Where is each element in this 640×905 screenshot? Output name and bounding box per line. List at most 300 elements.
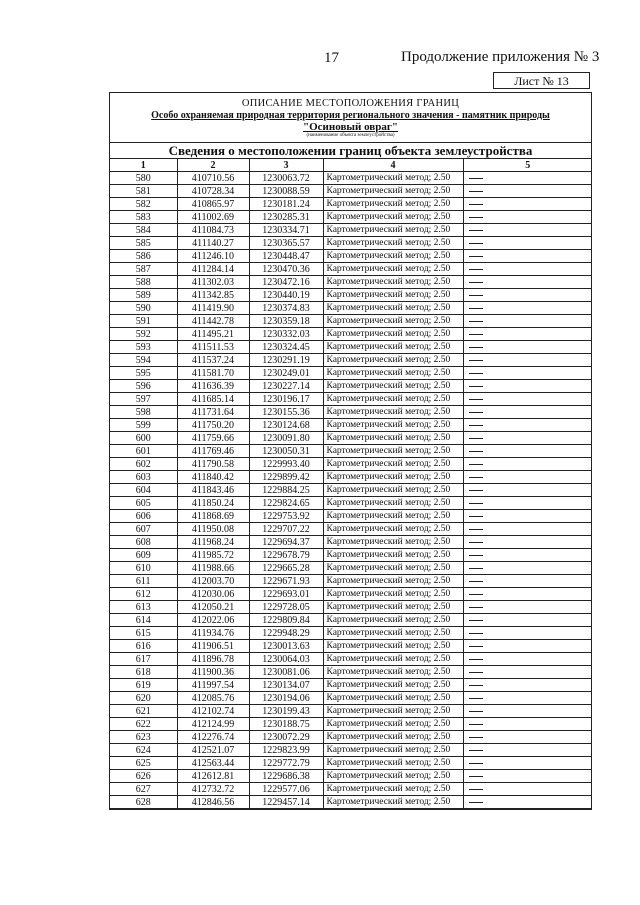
dash-mark — [469, 360, 483, 361]
dash-mark — [469, 334, 483, 335]
coordinate-y: 1230124.68 — [249, 419, 323, 432]
description-cell — [463, 406, 592, 419]
column-header: 2 — [177, 159, 249, 172]
method-cell: Картометрический метод; 2.50 — [323, 640, 463, 653]
dash-mark — [469, 191, 483, 192]
coordinate-x: 411442.78 — [177, 315, 249, 328]
coordinate-x: 412732.72 — [177, 783, 249, 796]
dash-mark — [469, 685, 483, 686]
table-row — [110, 679, 592, 692]
description-cell — [463, 172, 592, 185]
description-cell — [463, 614, 592, 627]
description-cell — [463, 744, 592, 757]
description-cell — [463, 185, 592, 198]
dash-mark — [469, 581, 483, 582]
coordinate-y: 1229824.65 — [249, 497, 323, 510]
description-cell — [463, 575, 592, 588]
table-row — [110, 523, 592, 536]
point-number: 595 — [110, 367, 177, 380]
description-cell — [463, 419, 592, 432]
coordinate-y: 1230196.17 — [249, 393, 323, 406]
coordinate-x: 411850.24 — [177, 497, 249, 510]
table-row — [110, 575, 592, 588]
table-row — [110, 315, 592, 328]
table-row — [110, 640, 592, 653]
point-number: 614 — [110, 614, 177, 627]
description-cell — [463, 432, 592, 445]
dash-mark — [469, 412, 483, 413]
coordinate-x: 411759.66 — [177, 432, 249, 445]
point-number: 596 — [110, 380, 177, 393]
description-cell — [463, 653, 592, 666]
dash-mark — [469, 607, 483, 608]
method-cell: Картометрический метод; 2.50 — [323, 497, 463, 510]
coordinate-x: 410865.97 — [177, 198, 249, 211]
method-cell: Картометрический метод; 2.50 — [323, 601, 463, 614]
dash-mark — [469, 477, 483, 478]
coordinate-y: 1230050.31 — [249, 445, 323, 458]
method-cell: Картометрический метод; 2.50 — [323, 237, 463, 250]
document-frame — [109, 92, 592, 810]
dash-mark — [469, 399, 483, 400]
dash-mark — [469, 490, 483, 491]
table-row — [110, 432, 592, 445]
description-cell — [463, 263, 592, 276]
method-cell: Картометрический метод; 2.50 — [323, 536, 463, 549]
description-cell — [463, 328, 592, 341]
method-cell: Картометрический метод; 2.50 — [323, 276, 463, 289]
description-cell — [463, 354, 592, 367]
point-number: 623 — [110, 731, 177, 744]
table-row — [110, 289, 592, 302]
table-row — [110, 783, 592, 796]
coordinate-y: 1229671.93 — [249, 575, 323, 588]
table-row — [110, 510, 592, 523]
method-cell: Картометрический метод; 2.50 — [323, 666, 463, 679]
dash-mark — [469, 308, 483, 309]
coordinate-y: 1230199.43 — [249, 705, 323, 718]
point-number: 622 — [110, 718, 177, 731]
dash-mark — [469, 373, 483, 374]
method-cell: Картометрический метод; 2.50 — [323, 406, 463, 419]
method-cell: Картометрический метод; 2.50 — [323, 523, 463, 536]
coordinate-y: 1229993.40 — [249, 458, 323, 471]
point-number: 606 — [110, 510, 177, 523]
coordinate-y: 1230227.14 — [249, 380, 323, 393]
column-header: 5 — [463, 159, 592, 172]
coordinate-y: 1230334.71 — [249, 224, 323, 237]
coordinate-y: 1230249.01 — [249, 367, 323, 380]
point-number: 588 — [110, 276, 177, 289]
description-cell — [463, 250, 592, 263]
description-cell — [463, 523, 592, 536]
method-cell: Картометрический метод; 2.50 — [323, 354, 463, 367]
coordinate-x: 412022.06 — [177, 614, 249, 627]
coordinate-x: 411896.78 — [177, 653, 249, 666]
coordinate-y: 1229707.22 — [249, 523, 323, 536]
dash-mark — [469, 503, 483, 504]
point-number: 586 — [110, 250, 177, 263]
method-cell: Картометрический метод; 2.50 — [323, 588, 463, 601]
point-number: 618 — [110, 666, 177, 679]
dash-mark — [469, 763, 483, 764]
coordinate-x: 411988.66 — [177, 562, 249, 575]
coordinate-x: 411906.51 — [177, 640, 249, 653]
description-cell — [463, 341, 592, 354]
coordinate-y: 1230291.19 — [249, 354, 323, 367]
method-cell: Картометрический метод; 2.50 — [323, 471, 463, 484]
coordinate-x: 411581.70 — [177, 367, 249, 380]
coordinate-y: 1230081.06 — [249, 666, 323, 679]
coordinate-y: 1229686.38 — [249, 770, 323, 783]
coordinate-x: 410710.56 — [177, 172, 249, 185]
coordinate-x: 411537.24 — [177, 354, 249, 367]
description-cell — [463, 562, 592, 575]
method-cell: Картометрический метод; 2.50 — [323, 744, 463, 757]
method-cell: Картометрический метод; 2.50 — [323, 484, 463, 497]
point-number: 585 — [110, 237, 177, 250]
table-row — [110, 731, 592, 744]
coordinate-x: 412563.44 — [177, 757, 249, 770]
coordinate-x: 412003.70 — [177, 575, 249, 588]
table-row — [110, 393, 592, 406]
coordinate-x: 412050.21 — [177, 601, 249, 614]
description-cell — [463, 458, 592, 471]
method-cell: Картометрический метод; 2.50 — [323, 250, 463, 263]
table-row — [110, 757, 592, 770]
table-row — [110, 354, 592, 367]
dash-mark — [469, 282, 483, 283]
description-cell — [463, 237, 592, 250]
description-cell — [463, 367, 592, 380]
method-cell: Картометрический метод; 2.50 — [323, 575, 463, 588]
description-cell — [463, 692, 592, 705]
table-row — [110, 367, 592, 380]
title-block — [110, 93, 591, 143]
coordinate-y: 1230332.03 — [249, 328, 323, 341]
coordinate-x: 411495.21 — [177, 328, 249, 341]
method-cell: Картометрический метод; 2.50 — [323, 679, 463, 692]
point-number: 583 — [110, 211, 177, 224]
coordinate-x: 411284.14 — [177, 263, 249, 276]
coordinate-x: 411769.46 — [177, 445, 249, 458]
description-cell — [463, 211, 592, 224]
column-header: 4 — [323, 159, 463, 172]
method-cell: Картометрический метод; 2.50 — [323, 614, 463, 627]
dash-mark — [469, 464, 483, 465]
point-number: 609 — [110, 549, 177, 562]
coordinate-x: 412521.07 — [177, 744, 249, 757]
coordinate-y: 1229948.29 — [249, 627, 323, 640]
point-number: 592 — [110, 328, 177, 341]
method-cell: Картометрический метод; 2.50 — [323, 731, 463, 744]
table-row — [110, 224, 592, 237]
coordinate-x: 411302.03 — [177, 276, 249, 289]
method-cell: Картометрический метод; 2.50 — [323, 419, 463, 432]
table-row — [110, 484, 592, 497]
description-cell — [463, 640, 592, 653]
table-row — [110, 406, 592, 419]
coordinate-y: 1230365.57 — [249, 237, 323, 250]
method-cell: Картометрический метод; 2.50 — [323, 653, 463, 666]
method-cell: Картометрический метод; 2.50 — [323, 172, 463, 185]
coordinate-y: 1230440.19 — [249, 289, 323, 302]
dash-mark — [469, 347, 483, 348]
coordinate-x: 411731.64 — [177, 406, 249, 419]
method-cell: Картометрический метод; 2.50 — [323, 302, 463, 315]
table-row — [110, 445, 592, 458]
coordinate-y: 1230155.36 — [249, 406, 323, 419]
method-cell: Картометрический метод; 2.50 — [323, 185, 463, 198]
coordinate-x: 412612.81 — [177, 770, 249, 783]
dash-mark — [469, 568, 483, 569]
method-cell: Картометрический метод; 2.50 — [323, 432, 463, 445]
table-row — [110, 211, 592, 224]
coordinate-x: 411968.24 — [177, 536, 249, 549]
description-cell — [463, 380, 592, 393]
description-cell — [463, 796, 592, 809]
table-row — [110, 705, 592, 718]
dash-mark — [469, 178, 483, 179]
table-body — [110, 172, 592, 809]
table-row — [110, 328, 592, 341]
coordinate-y: 1229577.06 — [249, 783, 323, 796]
object-name: "Осиновый овраг" — [303, 121, 398, 133]
coordinate-x: 412846.56 — [177, 796, 249, 809]
method-cell: Картометрический метод; 2.50 — [323, 458, 463, 471]
table-row — [110, 718, 592, 731]
description-cell — [463, 601, 592, 614]
method-cell: Картометрический метод; 2.50 — [323, 692, 463, 705]
dash-mark — [469, 217, 483, 218]
dash-mark — [469, 633, 483, 634]
point-number: 582 — [110, 198, 177, 211]
point-number: 612 — [110, 588, 177, 601]
coordinate-y: 1229809.84 — [249, 614, 323, 627]
coordinate-x: 411002.69 — [177, 211, 249, 224]
method-cell: Картометрический метод; 2.50 — [323, 263, 463, 276]
table-row — [110, 796, 592, 809]
dash-mark — [469, 789, 483, 790]
coordinate-x: 411246.10 — [177, 250, 249, 263]
dash-mark — [469, 438, 483, 439]
table-row — [110, 536, 592, 549]
table-header-row — [110, 159, 592, 172]
method-cell: Картометрический метод; 2.50 — [323, 796, 463, 809]
point-number: 598 — [110, 406, 177, 419]
point-number: 627 — [110, 783, 177, 796]
point-number: 597 — [110, 393, 177, 406]
coordinate-y: 1230091.80 — [249, 432, 323, 445]
coordinate-x: 412276.74 — [177, 731, 249, 744]
point-number: 613 — [110, 601, 177, 614]
coordinate-y: 1230063.72 — [249, 172, 323, 185]
dash-mark — [469, 425, 483, 426]
dash-mark — [469, 776, 483, 777]
coordinate-x: 411790.58 — [177, 458, 249, 471]
table-row — [110, 562, 592, 575]
column-header: 1 — [110, 159, 177, 172]
coordinate-x: 411140.27 — [177, 237, 249, 250]
method-cell: Картометрический метод; 2.50 — [323, 627, 463, 640]
coordinate-y: 1229693.01 — [249, 588, 323, 601]
coordinate-y: 1229772.79 — [249, 757, 323, 770]
coordinate-y: 1230188.75 — [249, 718, 323, 731]
table-row — [110, 380, 592, 393]
coordinate-y: 1229678.79 — [249, 549, 323, 562]
description-cell — [463, 393, 592, 406]
point-number: 593 — [110, 341, 177, 354]
territory-type: Особо охраняемая природная территория регионального значения - памятник природы — [151, 110, 550, 121]
coordinate-y: 1230324.45 — [249, 341, 323, 354]
document-title: ОПИСАНИЕ МЕСТОПОЛОЖЕНИЯ ГРАНИЦ — [241, 98, 460, 109]
method-cell: Картометрический метод; 2.50 — [323, 341, 463, 354]
coordinate-x: 411900.36 — [177, 666, 249, 679]
dash-mark — [469, 542, 483, 543]
table-row — [110, 549, 592, 562]
table-row — [110, 263, 592, 276]
description-cell — [463, 302, 592, 315]
dash-mark — [469, 516, 483, 517]
table-row — [110, 276, 592, 289]
table-row — [110, 588, 592, 601]
method-cell: Картометрический метод; 2.50 — [323, 757, 463, 770]
dash-mark — [469, 711, 483, 712]
coordinate-y: 1229694.37 — [249, 536, 323, 549]
dash-mark — [469, 750, 483, 751]
point-number: 621 — [110, 705, 177, 718]
dash-mark — [469, 269, 483, 270]
coordinate-x: 411342.85 — [177, 289, 249, 302]
dash-mark — [469, 620, 483, 621]
coordinate-y: 1230194.06 — [249, 692, 323, 705]
point-number: 608 — [110, 536, 177, 549]
method-cell: Картометрический метод; 2.50 — [323, 380, 463, 393]
description-cell — [463, 536, 592, 549]
coordinate-y: 1230359.18 — [249, 315, 323, 328]
table-row — [110, 653, 592, 666]
point-number: 581 — [110, 185, 177, 198]
table-row — [110, 185, 592, 198]
description-cell — [463, 224, 592, 237]
point-number: 580 — [110, 172, 177, 185]
coordinate-x: 411419.90 — [177, 302, 249, 315]
coordinate-y: 1230072.29 — [249, 731, 323, 744]
dash-mark — [469, 451, 483, 452]
table-row — [110, 497, 592, 510]
description-cell — [463, 770, 592, 783]
coordinate-y: 1230374.83 — [249, 302, 323, 315]
method-cell: Картометрический метод; 2.50 — [323, 393, 463, 406]
description-cell — [463, 198, 592, 211]
point-number: 601 — [110, 445, 177, 458]
table-row — [110, 744, 592, 757]
point-number: 605 — [110, 497, 177, 510]
method-cell: Картометрический метод; 2.50 — [323, 705, 463, 718]
object-name-caption: (наименование объекта землеустройства) — [306, 133, 395, 138]
coordinate-x: 411950.08 — [177, 523, 249, 536]
dash-mark — [469, 802, 483, 803]
dash-mark — [469, 646, 483, 647]
method-cell: Картометрический метод; 2.50 — [323, 224, 463, 237]
point-number: 591 — [110, 315, 177, 328]
coordinate-x: 411084.73 — [177, 224, 249, 237]
coordinate-x: 411511.53 — [177, 341, 249, 354]
coordinate-y: 1230088.59 — [249, 185, 323, 198]
method-cell: Картометрический метод; 2.50 — [323, 315, 463, 328]
description-cell — [463, 276, 592, 289]
description-cell — [463, 549, 592, 562]
coordinate-y: 1230181.24 — [249, 198, 323, 211]
appendix-title: Продолжение приложения № 3 — [401, 49, 600, 65]
section-title: Сведения о местоположении границ объекта землеустройства — [110, 143, 591, 159]
coordinate-x: 411997.54 — [177, 679, 249, 692]
coordinate-x: 412124.99 — [177, 718, 249, 731]
table-row — [110, 198, 592, 211]
method-cell: Картометрический метод; 2.50 — [323, 510, 463, 523]
point-number: 594 — [110, 354, 177, 367]
coordinate-x: 411685.14 — [177, 393, 249, 406]
point-number: 616 — [110, 640, 177, 653]
dash-mark — [469, 659, 483, 660]
coordinates-table — [110, 159, 592, 809]
point-number: 624 — [110, 744, 177, 757]
method-cell: Картометрический метод; 2.50 — [323, 198, 463, 211]
point-number: 602 — [110, 458, 177, 471]
dash-mark — [469, 295, 483, 296]
coordinate-y: 1230013.63 — [249, 640, 323, 653]
description-cell — [463, 484, 592, 497]
dash-mark — [469, 737, 483, 738]
dash-mark — [469, 724, 483, 725]
coordinate-y: 1230134.07 — [249, 679, 323, 692]
dash-mark — [469, 230, 483, 231]
dash-mark — [469, 529, 483, 530]
point-number: 604 — [110, 484, 177, 497]
point-number: 611 — [110, 575, 177, 588]
point-number: 615 — [110, 627, 177, 640]
description-cell — [463, 718, 592, 731]
description-cell — [463, 731, 592, 744]
description-cell — [463, 315, 592, 328]
point-number: 610 — [110, 562, 177, 575]
dash-mark — [469, 594, 483, 595]
table-row — [110, 614, 592, 627]
coordinate-x: 411750.20 — [177, 419, 249, 432]
description-cell — [463, 445, 592, 458]
coordinate-y: 1230470.36 — [249, 263, 323, 276]
table-row — [110, 458, 592, 471]
dash-mark — [469, 672, 483, 673]
coordinate-y: 1229884.25 — [249, 484, 323, 497]
table-row — [110, 237, 592, 250]
dash-mark — [469, 243, 483, 244]
coordinate-x: 412085.76 — [177, 692, 249, 705]
description-cell — [463, 497, 592, 510]
coordinate-y: 1230064.03 — [249, 653, 323, 666]
point-number: 589 — [110, 289, 177, 302]
point-number: 603 — [110, 471, 177, 484]
table-row — [110, 341, 592, 354]
coordinate-x: 410728.34 — [177, 185, 249, 198]
method-cell: Картометрический метод; 2.50 — [323, 367, 463, 380]
point-number: 617 — [110, 653, 177, 666]
coordinate-y: 1229823.99 — [249, 744, 323, 757]
point-number: 587 — [110, 263, 177, 276]
point-number: 599 — [110, 419, 177, 432]
table-row — [110, 692, 592, 705]
coordinate-x: 411985.72 — [177, 549, 249, 562]
